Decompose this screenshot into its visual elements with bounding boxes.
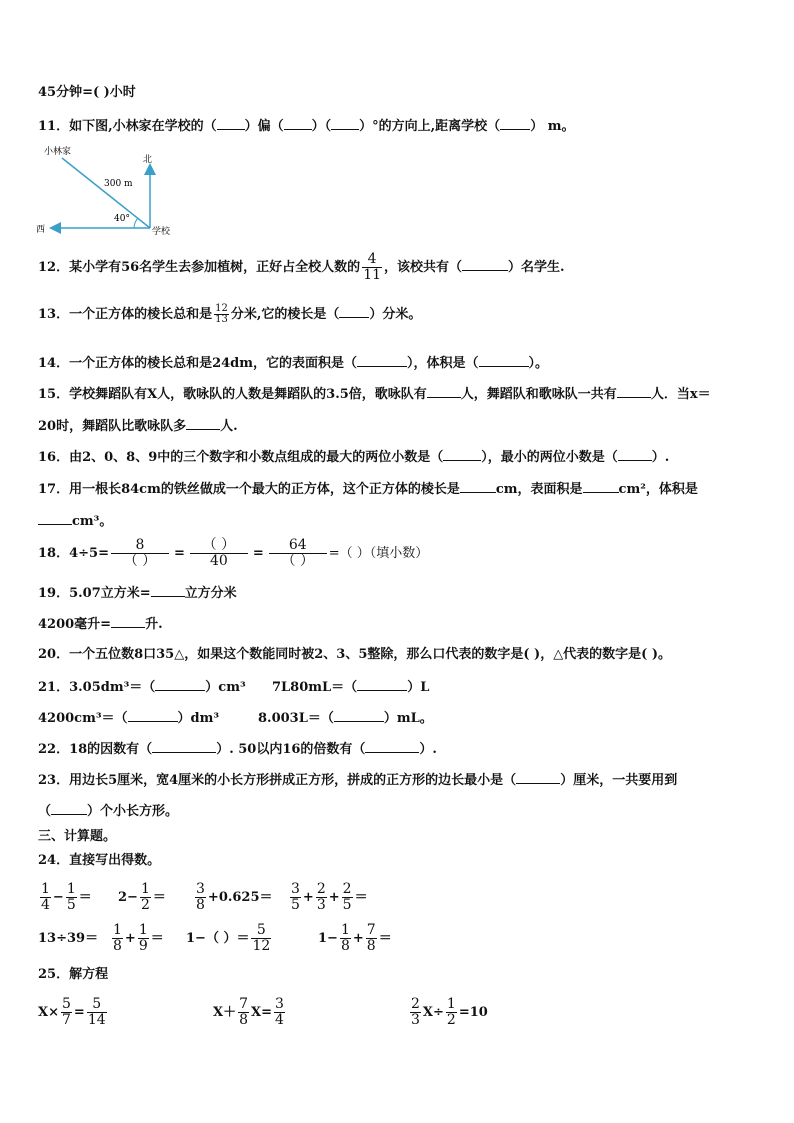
numerator: 5 <box>87 997 107 1013</box>
direction-line <box>62 158 150 228</box>
fraction <box>140 882 151 913</box>
text: ）名学生. <box>508 260 565 275</box>
numerator: 4 <box>362 252 382 268</box>
text: X= <box>251 1005 272 1020</box>
answer-blank[interactable] <box>334 709 384 722</box>
text: ＝ <box>354 890 368 905</box>
answer-blank[interactable] <box>618 448 652 461</box>
fraction <box>40 882 51 913</box>
text: 4200毫升= <box>38 617 112 632</box>
answer-blank[interactable] <box>331 117 359 130</box>
text: =（ ）（填小数） <box>328 546 429 561</box>
expression <box>38 920 98 958</box>
text: X＋ <box>213 1005 237 1020</box>
answer-blank[interactable] <box>357 678 407 691</box>
text: ）分米。 <box>369 307 422 322</box>
section-heading <box>38 829 116 845</box>
numerator: 7 <box>366 922 376 938</box>
denominator: 12 <box>252 938 271 954</box>
answer-blank[interactable] <box>155 678 205 691</box>
fraction <box>446 997 457 1028</box>
numerator: 1 <box>340 922 350 938</box>
text: ＝ <box>378 931 392 946</box>
numerator: 3 <box>196 881 205 897</box>
answer-blank[interactable] <box>51 802 87 815</box>
text: 人. <box>220 419 238 434</box>
expression <box>38 879 92 917</box>
home-label: 小林家 <box>44 147 72 157</box>
answer-blank[interactable] <box>339 305 369 318</box>
angle-label: 40° <box>114 214 130 224</box>
answer-blank[interactable] <box>583 480 619 493</box>
text: cm³。 <box>72 514 113 529</box>
fraction <box>238 997 249 1028</box>
answer-blank[interactable] <box>151 584 185 597</box>
numerator: 1 <box>446 996 456 1012</box>
text: 12．某小学有56名学生去参加植树，正好占全校人数的 <box>38 260 361 275</box>
answer-blank[interactable] <box>284 117 312 130</box>
text: ＝ <box>150 931 164 946</box>
text: + <box>302 890 314 905</box>
text: 45分钟=( )小时 <box>38 85 136 100</box>
calc-row-1 <box>38 879 778 917</box>
expression <box>38 994 109 1032</box>
text: ）°的方向上,距离学校（ <box>359 119 501 134</box>
fraction <box>87 997 107 1028</box>
numerator: 12 <box>215 303 228 314</box>
fraction <box>410 997 421 1028</box>
fraction <box>290 882 301 913</box>
text: − <box>52 890 64 905</box>
text: ）厘米，一共要用到 <box>560 773 678 788</box>
direction-diagram <box>34 146 194 238</box>
answer-blank[interactable] <box>128 709 178 722</box>
answer-blank[interactable] <box>111 615 145 628</box>
text: ） m。 <box>530 119 575 134</box>
fraction <box>366 923 377 954</box>
text: 11．如下图,小林家在学校的（ <box>38 119 217 134</box>
text: 20．一个五位数8口35△，如果这个数能同时被2、3、5整除，那么口代表的数字是( )，△代表的数字是( )。 <box>38 647 672 662</box>
question-20 <box>38 647 671 663</box>
numerator: 3 <box>275 996 284 1012</box>
fraction <box>362 252 382 283</box>
fraction <box>195 882 206 913</box>
question-23-cont <box>38 802 178 820</box>
question-18: 18．4÷5= $\frac{8}{( )}$ = $\frac{( )}{40}$ = $\frac{64}{( )}$ =（ ）（填小数） <box>38 537 429 569</box>
text: 17．用一根长84cm的铁丝做成一个最大的正方体，这个正方体的棱长是 <box>38 482 460 497</box>
denominator: 2 <box>140 897 150 913</box>
text: 25．解方程 <box>38 967 109 982</box>
fraction <box>316 882 327 913</box>
text: ）. <box>419 742 437 757</box>
denominator: （ ） <box>123 553 157 569</box>
answer-blank[interactable] <box>500 117 530 130</box>
question-17-cont <box>38 512 112 530</box>
text: 19．5.07立方米= <box>38 586 151 601</box>
question-22 <box>38 740 437 758</box>
denominator: 5 <box>66 897 76 913</box>
text: 15．学校舞蹈队有X人，歌咏队的人数是舞蹈队的3.5倍，歌咏队有 <box>38 387 427 402</box>
numerator: 64 <box>269 538 327 554</box>
text: ）偏（ <box>244 119 284 134</box>
text: ），最小的两位小数是（ <box>481 450 618 465</box>
calc-row-2 <box>38 920 778 958</box>
answer-blank[interactable] <box>427 385 461 398</box>
text: 20时，舞蹈队比歌咏队多 <box>38 419 187 434</box>
expression <box>118 879 166 917</box>
numerator: 2 <box>316 881 326 897</box>
text: ，该校共有（ <box>384 260 463 275</box>
text: = <box>73 1005 85 1020</box>
text: ）. <box>651 450 670 465</box>
text: cm，表面积是 <box>495 482 583 497</box>
text: + <box>352 931 364 946</box>
text: 7L80mL＝（ <box>272 680 358 695</box>
denominator: 11 <box>363 267 382 283</box>
denominator: （ ） <box>281 553 314 569</box>
answer-blank[interactable] <box>152 740 216 753</box>
text: 13．一个正方体的棱长总和是 <box>38 307 213 322</box>
text: 24．直接写出得数。 <box>38 853 161 868</box>
text: X× <box>38 1005 59 1020</box>
denominator: 8 <box>366 938 376 954</box>
answer-blank[interactable] <box>516 771 560 784</box>
numerator: 7 <box>239 996 249 1012</box>
expression <box>408 994 488 1032</box>
numerator: 3 <box>291 881 300 897</box>
denominator: 8 <box>196 897 205 913</box>
denominator: 5 <box>291 897 300 913</box>
fraction <box>342 882 353 913</box>
text: ）. 50以内16的倍数有（ <box>216 742 366 757</box>
expression <box>213 994 287 1032</box>
question-17 <box>38 480 698 498</box>
question-13 <box>38 301 421 329</box>
numerator: 1 <box>66 881 76 897</box>
question-19-cont <box>38 615 163 633</box>
question-15-cont <box>38 417 238 435</box>
numerator: 1 <box>138 922 148 938</box>
question-21 <box>38 678 246 696</box>
text: ＝ <box>78 890 92 905</box>
text: 升. <box>145 617 163 632</box>
text: 18．4÷5= <box>38 546 109 561</box>
text: ）。 <box>528 356 549 371</box>
text: =10 <box>458 1005 488 1020</box>
question-21-d <box>258 709 433 727</box>
text: 21．3.05dm³＝（ <box>38 680 156 695</box>
answer-blank[interactable] <box>38 512 72 525</box>
school-label: 学校 <box>152 227 171 237</box>
expression <box>186 920 273 958</box>
fraction <box>214 304 229 325</box>
answer-blank[interactable] <box>357 354 407 367</box>
north-label: 北 <box>143 155 153 165</box>
expression <box>288 879 368 917</box>
text: ）L <box>407 680 430 695</box>
answer-blank[interactable] <box>443 448 481 461</box>
question-14 <box>38 354 548 372</box>
text: 1− <box>318 931 338 946</box>
text: + <box>124 931 136 946</box>
fraction <box>111 538 169 569</box>
text: 8.003L＝（ <box>258 711 334 726</box>
answer-blank[interactable] <box>186 417 220 430</box>
text: 分米,它的棱长是（ <box>230 307 340 322</box>
text: cm²，体积是 <box>618 482 698 497</box>
expression <box>110 920 164 958</box>
denominator: 14 <box>87 1012 106 1028</box>
text: +0.625＝ <box>207 890 273 905</box>
text: 14．一个正方体的棱长总和是24dm，它的表面积是（ <box>38 356 358 371</box>
numerator: 2 <box>342 881 352 897</box>
text: ），体积是（ <box>407 356 479 371</box>
answer-blank[interactable] <box>617 385 651 398</box>
text: 人，舞蹈队和歌咏队一共有 <box>460 387 617 402</box>
text: 2− <box>118 890 138 905</box>
question-21-c <box>38 709 219 727</box>
question-23 <box>38 771 677 789</box>
denominator: 3 <box>316 897 326 913</box>
text: 4200cm³＝（ <box>38 711 128 726</box>
angle-arc <box>134 218 138 228</box>
text: + <box>328 890 340 905</box>
answer-blank[interactable] <box>462 258 508 271</box>
numerator: 2 <box>411 996 420 1012</box>
question-15 <box>38 385 711 403</box>
denominator: 13 <box>215 314 228 325</box>
fraction <box>112 923 123 954</box>
text: （ <box>38 804 52 819</box>
text: ）mL。 <box>383 711 433 726</box>
denominator: 8 <box>113 938 122 954</box>
denominator: 2 <box>446 1012 456 1028</box>
denominator: 40 <box>209 553 228 569</box>
denominator: 3 <box>411 1012 420 1028</box>
answer-blank[interactable] <box>365 740 419 753</box>
denominator: 4 <box>41 897 50 913</box>
numerator: 5 <box>251 923 271 939</box>
fraction <box>190 538 248 569</box>
numerator: 8 <box>111 538 169 554</box>
text: ）cm³ <box>205 680 246 695</box>
denominator: 9 <box>138 938 148 954</box>
distance-label: 300 m <box>104 179 133 189</box>
fraction <box>66 882 77 913</box>
denominator: 8 <box>239 1012 249 1028</box>
text: ）dm³ <box>177 711 220 726</box>
question-12 <box>38 250 565 286</box>
expression <box>318 920 392 958</box>
west-label: 西 <box>36 225 46 235</box>
text: 人．当x＝ <box>650 387 711 402</box>
fraction <box>274 997 285 1028</box>
fraction <box>138 923 149 954</box>
question-16 <box>38 448 669 466</box>
answer-blank[interactable] <box>217 117 245 130</box>
fraction <box>61 997 72 1028</box>
text: 16．由2、0、8、9中的三个数字和小数点组成的最大的两位小数是（ <box>38 450 444 465</box>
question-25 <box>38 967 108 983</box>
numerator: 1 <box>41 881 50 897</box>
text: ）（ <box>311 119 332 134</box>
question-21-b <box>272 678 429 696</box>
text: X÷ <box>422 1005 444 1020</box>
denominator: 8 <box>340 938 350 954</box>
question-19 <box>38 584 237 602</box>
text: 三、计算题。 <box>38 829 117 844</box>
denominator: 7 <box>61 1012 71 1028</box>
question-line <box>38 85 136 101</box>
denominator: 4 <box>275 1012 284 1028</box>
text: 22．18的因数有（ <box>38 742 153 757</box>
text: ）个小长方形。 <box>87 804 179 819</box>
calc-row-3 <box>38 994 778 1032</box>
fraction <box>269 538 327 569</box>
text: ＝ <box>152 890 166 905</box>
text: 13÷39＝ <box>38 931 99 946</box>
answer-blank[interactable] <box>479 354 529 367</box>
denominator: 5 <box>342 897 352 913</box>
numerator: 1 <box>140 881 150 897</box>
numerator: （ ） <box>190 538 248 554</box>
numerator: 5 <box>61 996 71 1012</box>
text: 23．用边长5厘米，宽4厘米的小长方形拼成正方形，拼成的正方形的边长最小是（ <box>38 773 517 788</box>
answer-blank[interactable] <box>460 480 496 493</box>
numerator: 1 <box>113 922 122 938</box>
text: 立方分米 <box>184 586 237 601</box>
text: 1−（ ）＝ <box>186 931 250 946</box>
fraction <box>251 923 271 954</box>
expression <box>193 879 273 917</box>
question-24 <box>38 853 160 869</box>
question-11 <box>38 117 574 135</box>
fraction <box>340 923 351 954</box>
